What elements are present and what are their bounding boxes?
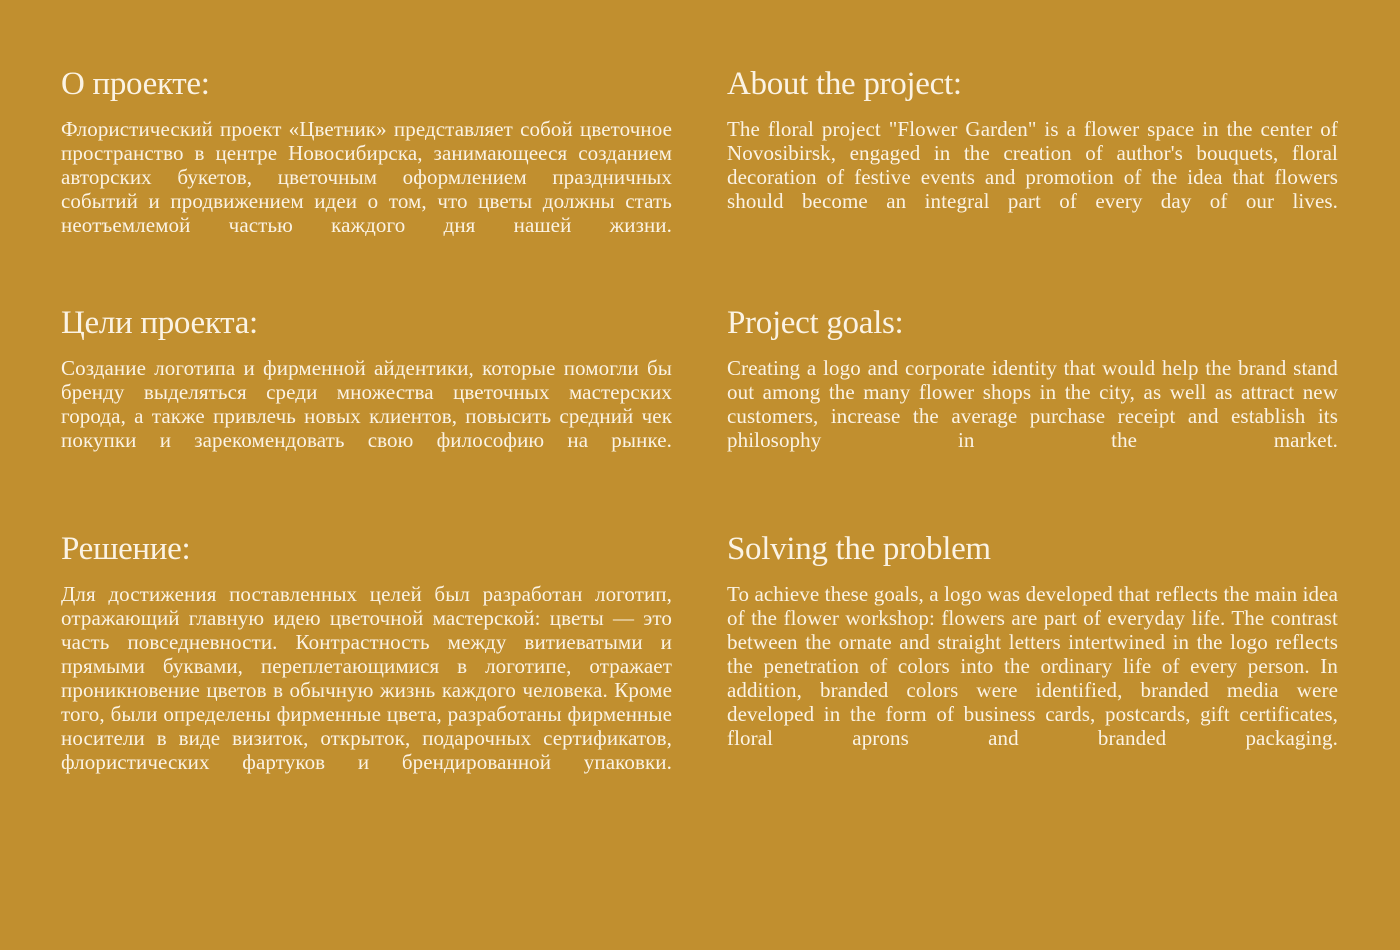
- en-about-heading: About the project:: [727, 66, 962, 102]
- ru-solving-heading: Решение:: [61, 531, 191, 567]
- en-goals-heading: Project goals:: [727, 305, 904, 341]
- ru-goals-body: Создание логотипа и фирменной айдентики, которые помогли бы бренду выделяться среди множества цветочных мастерских города, а также привлечь новых клиентов, повысить средний чек покупки и зарекомендовать свою философию на рынке.: [61, 356, 672, 452]
- ru-solving-section: [61, 529, 672, 774]
- ru-solving-body: Для достижения поставленных целей был разработан логотип, отражающий главную идею цветочной мастерской: цветы — это часть повседневности. Контрастность между витиеватыми и прямыми буквами, переплетающимися в логотипе, отражает проникновение цветов в обычную жизнь каждого человека. Кроме того, были определены фирменные цвета, разработаны фирменные носители в виде визиток, открыток, подарочных сертификатов, флористических фартуков и брендированной упаковки.: [61, 582, 672, 774]
- ru-about-body: Флористический проект «Цветник» представляет собой цветочное пространство в центре Новосибирска, занимающееся созданием авторских букетов, цветочным оформлением праздничных событий и продвижением идеи о том, что цветы должны стать неотъемлемой частью каждого дня нашей жизни.: [61, 117, 672, 237]
- ru-about-section: [61, 64, 672, 237]
- ru-goals-heading: Цели проекта:: [61, 305, 258, 341]
- en-solving-heading: Solving the problem: [727, 531, 991, 567]
- ru-goals-section: [61, 303, 672, 452]
- ru-about-heading: О проекте:: [61, 66, 210, 102]
- en-solving-section: [727, 529, 1338, 750]
- en-solving-body: To achieve these goals, a logo was developed that reflects the main idea of the flower workshop: flowers are part of everyday life. The contrast between the ornate and straight letters intertwined in the logo reflects the penetration of colors into the ordinary life of every person. In addition, branded colors were identified, branded media were developed in the form of business cards, postcards, gift certificates, floral aprons and branded packaging.: [727, 582, 1338, 750]
- en-goals-body: Creating a logo and corporate identity that would help the brand stand out among the many flower shops in the city, as well as attract new customers, increase the average purchase receipt and establish its philosophy in the market.: [727, 356, 1338, 452]
- en-about-section: [727, 64, 1338, 213]
- en-about-body: The floral project "Flower Garden" is a flower space in the center of Novosibirsk, engaged in the creation of author's bouquets, floral decoration of festive events and promotion of the idea that flowers should become an integral part of every day of our lives.: [727, 117, 1338, 213]
- en-goals-section: [727, 303, 1338, 452]
